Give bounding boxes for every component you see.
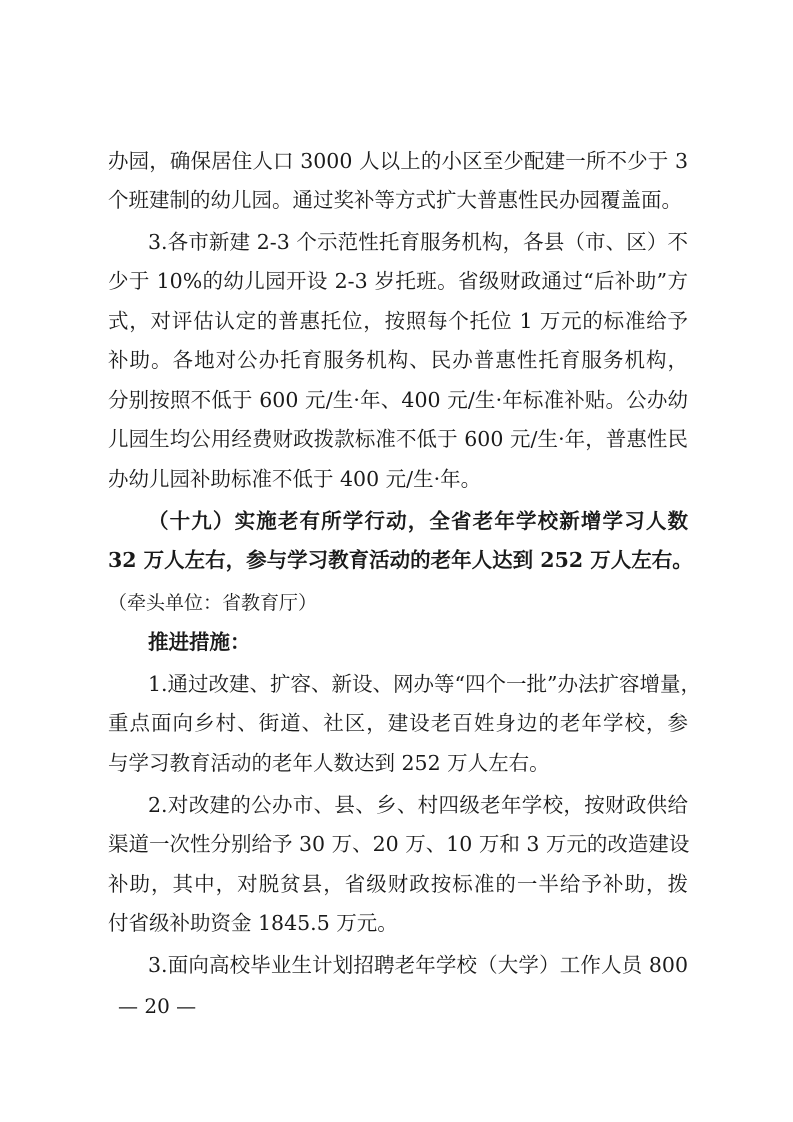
paragraph-line-16: 2.对改建的公办市、县、乡、村四级老年学校，按财政供给 bbox=[148, 793, 688, 817]
paragraph-line-17: 渠道一次性分别给予 30 万、20 万、10 万和 3 万元的改造建设 bbox=[108, 832, 690, 856]
paragraph-line-14: 重点面向乡村、街道、社区，建设老百姓身边的老年学校，参 bbox=[108, 711, 688, 735]
section-heading-line-1: （十九）实施老有所学行动，全省老年学校新增学习人数 bbox=[148, 509, 688, 533]
paragraph-line-15: 与学习教育活动的老年人数达到 252 万人左右。 bbox=[108, 751, 550, 775]
paragraph-line-5: 式，对评估认定的普惠托位，按照每个托位 1 万元的标准给予 bbox=[108, 309, 688, 333]
paragraph-line-4: 少于 10%的幼儿园开设 2-3 岁托班。省级财政通过“后补助”方 bbox=[108, 269, 688, 293]
paragraph-line-2: 个班建制的幼儿园。通过奖补等方式扩大普惠性民办园覆盖面。 bbox=[108, 188, 682, 212]
section-heading-line-2: 32 万人左右，参与学习教育活动的老年人达到 252 万人左右。 bbox=[108, 548, 693, 572]
paragraph-line-19: 付省级补助资金 1845.5 万元。 bbox=[108, 911, 398, 935]
paragraph-line-20: 3.面向高校毕业生计划招聘老年学校（大学）工作人员 800 bbox=[148, 953, 688, 977]
paragraph-line-3: 3.各市新建 2-3 个示范性托育服务机构，各县（市、区）不 bbox=[148, 230, 688, 254]
paragraph-line-6: 补助。各地对公办托育服务机构、民办普惠性托育服务机构， bbox=[108, 348, 688, 372]
paragraph-line-18: 补助，其中，对脱贫县，省级财政按标准的一半给予补助，拨 bbox=[108, 872, 688, 896]
measures-heading: 推进措施： bbox=[148, 630, 251, 654]
paragraph-line-7: 分别按照不低于 600 元/生·年、400 元/生·年标准补贴。公办幼 bbox=[108, 388, 688, 412]
lead-unit: （牵头单位：省教育厅） bbox=[108, 592, 318, 614]
paragraph-line-8: 儿园生均公用经费财政拨款标准不低于 600 元/生·年，普惠性民 bbox=[108, 427, 688, 451]
page-number: — 20 — bbox=[118, 994, 197, 1018]
paragraph-line-9: 办幼儿园补助标准不低于 400 元/生·年。 bbox=[108, 467, 482, 491]
paragraph-line-13: 1.通过改建、扩容、新设、网办等“四个一批”办法扩容增量， bbox=[148, 672, 702, 696]
paragraph-line-1: 办园，确保居住人口 3000 人以上的小区至少配建一所不少于 3 bbox=[108, 149, 688, 173]
